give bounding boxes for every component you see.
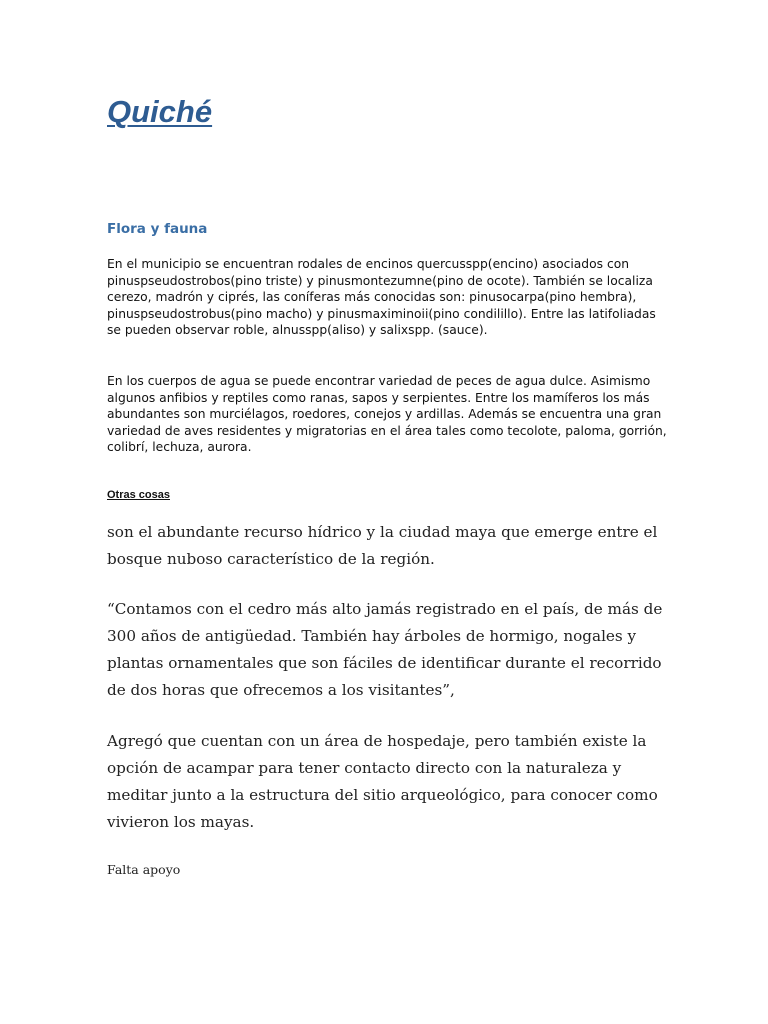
closing-line: Falta apoyo bbox=[107, 862, 181, 877]
body-paragraph-quote: “Contamos con el cedro más alto jamás registrado en el país, de más de 300 años de antigüedad. También hay árboles de hormigo, nogales y plantas ornamentales que son fáciles de identificar durante el recorrido de dos horas que ofrecemos a los visitantes”, bbox=[107, 600, 663, 699]
body-paragraph-3: Agregó que cuentan con un área de hospedaje, pero también existe la opción de acampar para tener contacto directo con la naturaleza y meditar junto a la estructura del sitio arqueológico, para conocer como vivieron los mayas. bbox=[107, 732, 658, 831]
section-heading-flora-fauna: Flora y fauna bbox=[107, 221, 208, 237]
body-paragraph-1: son el abundante recurso hídrico y la ciudad maya que emerge entre el bosque nuboso característico de la región. bbox=[107, 523, 658, 568]
subheading-otras-cosas: Otras cosas bbox=[107, 489, 170, 501]
flora-paragraph: En el municipio se encuentran rodales de encinos quercusspp(encino) asociados con pinuspseudostrobos(pino triste) y pinusmontezumne(pino de ocote). También se localiza cerezo, madrón y ciprés, las coníferas más conocidas son: pinusocarpa(pino hembra), pinuspseudostrobus(pino macho) y pinusmaximinoii(pino condilillo). Entre las latifoliadas se pueden observar roble, alnusspp(aliso) y salixspp. (sauce). bbox=[107, 257, 656, 338]
fauna-paragraph: En los cuerpos de agua se puede encontrar variedad de peces de agua dulce. Asimismo algunos anfibios y reptiles como ranas, sapos y serpientes. Entre los mamíferos los más abundantes son murciélagos, roedores, conejos y ardillas. Además se encuentra una gran variedad de aves residentes y migratorias en el área tales como tecolote, paloma, gorrión, colibrí, lechuza, aurora. bbox=[107, 374, 667, 455]
page-title: Quiché bbox=[107, 94, 213, 129]
